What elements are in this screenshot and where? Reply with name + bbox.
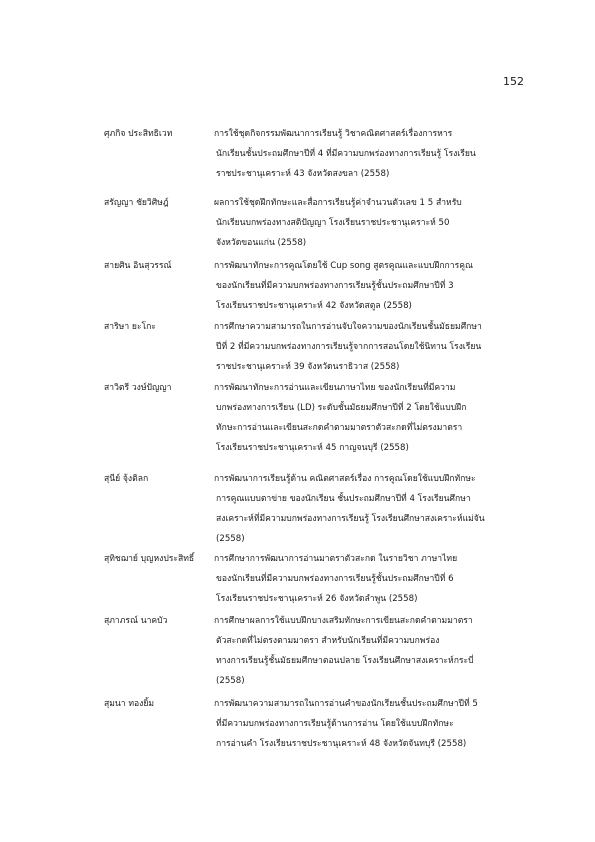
entry-title-line: การพัฒนาความสามารถในการอ่านคำของนักเรียนชั้นประถมศึกษาปีที่ 5 [214, 699, 478, 709]
entry-title-line: การศึกษาการพัฒนาการอ่านมาตราตัวสะกด ในรายวิชา ภาษาไทย [214, 554, 458, 564]
entry-title-line: ตัวสะกดที่ไม่ตรงตามมาตรา สำหรับนักเรียนที่มีความบกพร่อง [216, 636, 440, 646]
entry-title-line: ผลการใช้ชุดฝึกทักษะและสื่อการเรียนรู้ค่าจำนวนตัวเลข 1 5 สำหรับ [214, 198, 462, 208]
entry-title-line: การพัฒนาทักษะการคูณโดยใช้ Cup song สูตรคูณและแบบฝึกการคูณ [214, 261, 473, 271]
entry-title-line: การศึกษาความสามารถในการอ่านจับใจความของนักเรียนชั้นมัธยมศึกษา [214, 322, 482, 332]
entry-title-line: (2558) [216, 676, 245, 686]
entry-title-line: ราชประชานุเคราะห์ 43 จังหวัดสงขลา (2558) [216, 169, 390, 179]
entry-title-line: ราชประชานุเคราะห์ 39 จังหวัดนราธิวาส (2558) [216, 362, 400, 372]
entry-title-line: ปีที่ 2 ที่มีความบกพร่องทางการเรียนรู้จากการสอนโดยใช้นิทาน โรงเรียน [216, 342, 482, 352]
entry-title-line: ที่มีความบกพร่องทางการเรียนรู้ด้านการอ่าน โดยใช้แบบฝึกทักษะ [216, 719, 454, 729]
entry-title-line: การอ่านคำ โรงเรียนราชประชานุเคราะห์ 48 จังหวัดจันทบุรี (2558) [216, 739, 467, 749]
entry-author: สุทิชฌาย์ บุญหงประสิทธิ์ [104, 554, 195, 564]
entry-author: สาริษา ยะโกะ [104, 322, 156, 332]
entry-title-line: ของนักเรียนที่มีความบกพร่องทางการเรียนรู้ชั้นประถมศึกษาปีที่ 3 [216, 281, 454, 291]
entry-title-line: นักเรียนชั้นประถมศึกษาปีที่ 4 ที่มีความบกพร่องทางการเรียนรู้ โรงเรียน [216, 149, 476, 159]
entry-title-line: ทางการเรียนรู้ชั้นมัธยมศึกษาตอนปลาย โรงเรียนศึกษาสงเคราะห์กระบี่ [216, 656, 474, 666]
entry-author: สายศิน อินสุวรรณ์ [104, 261, 172, 271]
entry-author: สุภาภรณ์ นาคบัว [104, 616, 168, 626]
entry-title-line: ของนักเรียนที่มีความบกพร่องทางการเรียนรู้ชั้นประถมศึกษาปีที่ 6 [216, 574, 454, 584]
entry-title-line: นักเรียนบกพร่องทางสติปัญญา โรงเรียนราชประชานุเคราะห์ 50 [216, 218, 450, 228]
entry-title-line: การพัฒนาการเรียนรู้ด้าน คณิตศาสตร์เรื่อง การคูณโดยใช้แบบฝึกทักษะ [214, 474, 476, 484]
entry-title-line: จังหวัดขอนแก่น (2558) [216, 238, 307, 248]
entry-title-line: การคูณแบบตาข่าย ของนักเรียน ชั้นประถมศึกษาปีที่ 4 โรงเรียนศึกษา [216, 494, 471, 504]
entry-author: สรัญญา ชัยวิศิษฎ์ [104, 198, 169, 208]
entry-title-line: บกพร่องทางการเรียน (LD) ระดับชั้นมัธยมศึกษาปีที่ 2 โดยใช้แบบฝึก [216, 403, 467, 413]
entry-author: สาวิตรี วงษ์ปัญญา [104, 383, 172, 393]
entry-title-line: (2558) [216, 534, 245, 544]
entry-author: ศุภกิจ ประสิทธิเวท [104, 129, 173, 139]
entry-title-line: การศึกษาผลการใช้แบบฝึกบางเสริมทักษะการเขียนสะกดคำตามมาตรา [214, 616, 473, 626]
entry-author: สุมนา ทองยิ้ม [104, 699, 155, 709]
entry-title-line: โรงเรียนราชประชานุเคราะห์ 45 กาญจนบุรี (2558) [216, 443, 409, 453]
entry-title-line: การใช้ชุดกิจกรรมพัฒนาการเรียนรู้ วิชาคณิตศาสตร์เรื่องการหาร [214, 129, 453, 139]
entry-title-line: การพัฒนาทักษะการอ่านและเขียนภาษาไทย ของนักเรียนที่มีความ [214, 383, 456, 393]
entry-title-line: สงเคราะห์ที่มีความบกพร่องทางการเรียนรู้ โรงเรียนศึกษาสงเคราะห์แม่จัน [216, 514, 485, 524]
entry-title-line: โรงเรียนราชประชานุเคราะห์ 42 จังหวัดสตูล (2558) [216, 301, 412, 311]
entry-title-line: ทักษะการอ่านและเขียนสะกดคำตามมาตราตัวสะกดที่ไม่ตรงมาตรา [216, 423, 463, 433]
entry-title-line: โรงเรียนราชประชานุเคราะห์ 26 จังหวัดลำพูน (2558) [216, 594, 418, 604]
entry-author: สุนีย์ จุ้งติลก [104, 474, 149, 484]
page-number: 152 [503, 75, 524, 88]
